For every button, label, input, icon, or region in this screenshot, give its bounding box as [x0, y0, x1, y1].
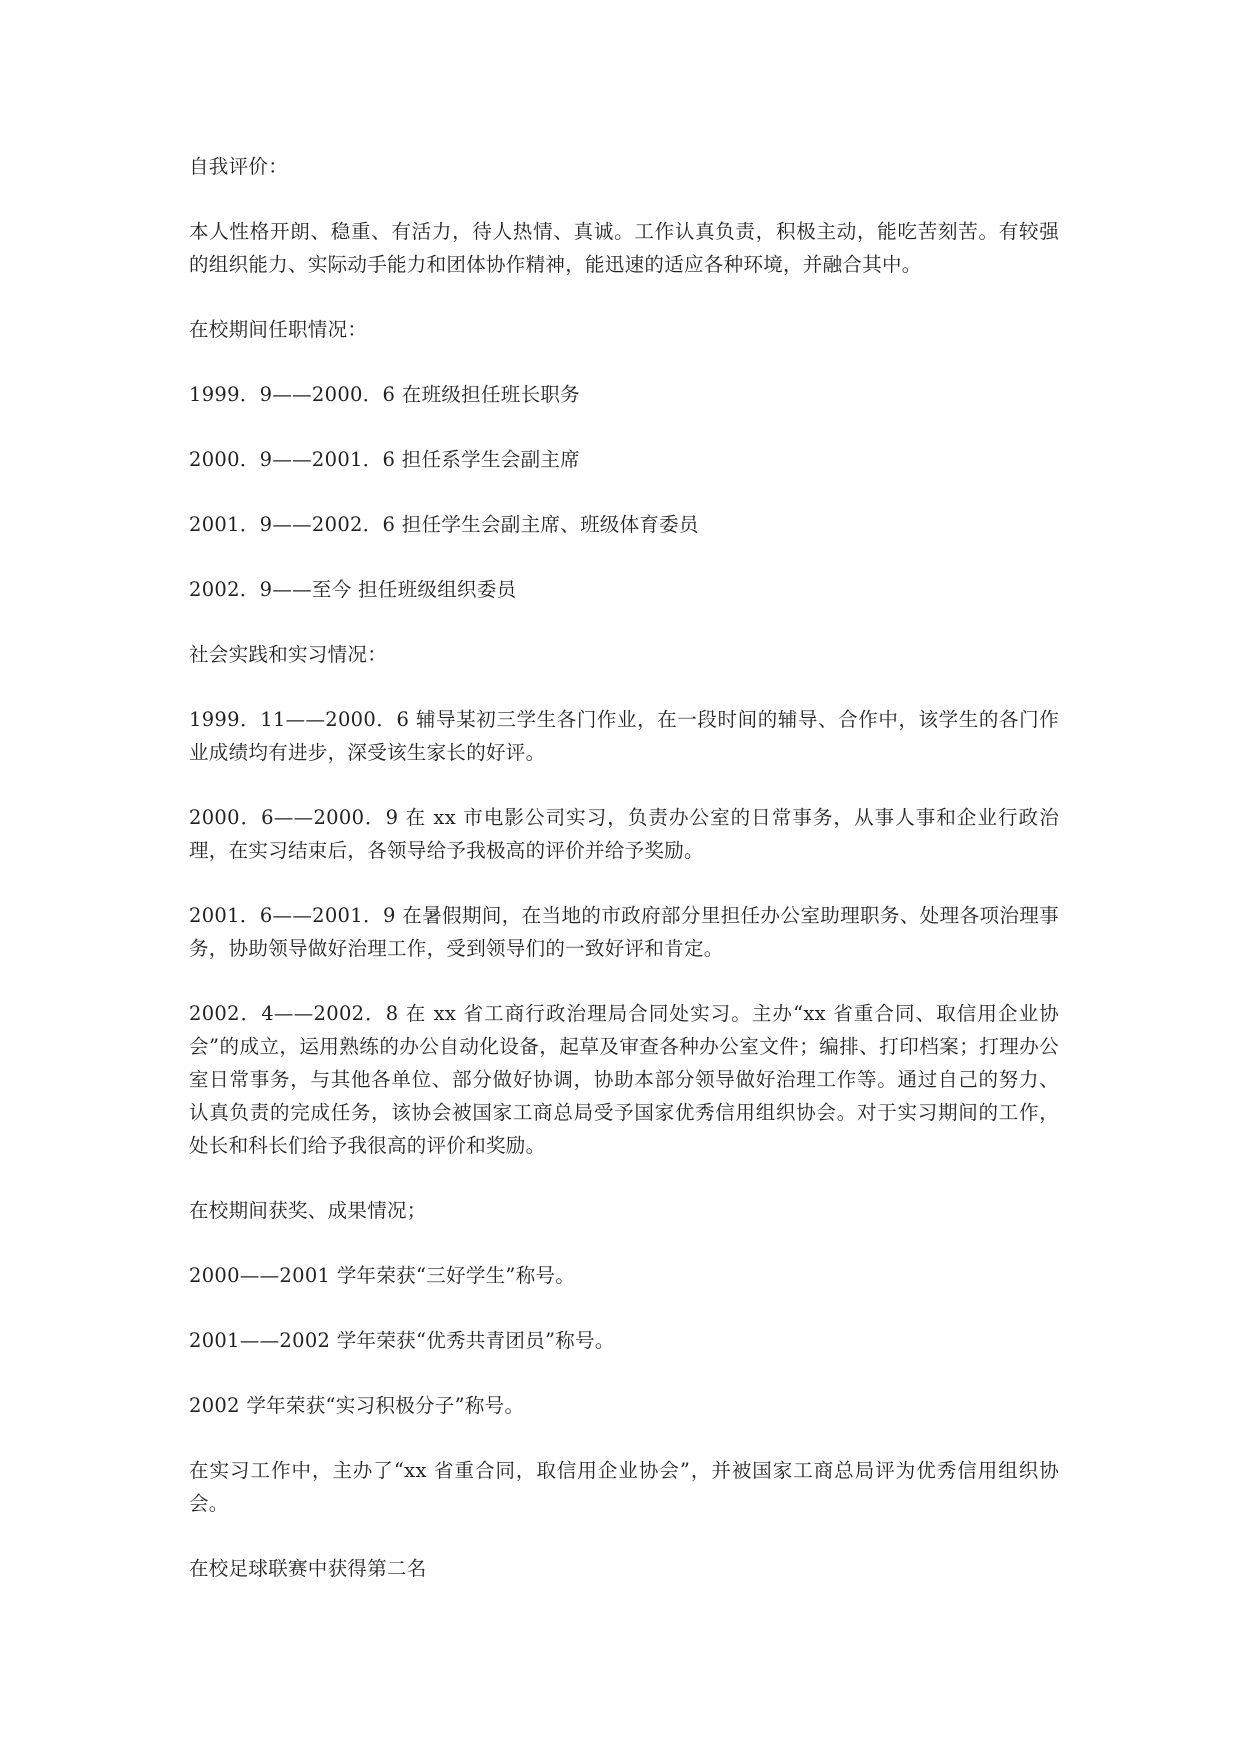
- award-item: 在校足球联赛中获得第二名: [189, 1557, 427, 1580]
- award-item: 2000——2001 学年荣获“三好学生”称号。: [189, 1264, 576, 1287]
- self-evaluation-text: 本人性格开朗、稳重、有活力，待人热情、真诚。工作认真负责，积极主动，能吃苦刻苦。有较强的组织能力、实际动手能力和团体协作精神，能迅速的适应各种环境，并融合其中。: [189, 220, 1059, 276]
- practice-item: 2002．4——2002．8 在 xx 省工商行政治理局合同处实习。主办“xx 省重合同、取信用企业协会”的成立，运用熟练的办公自动化设备，起草及审查各种办公室文件；编排、打印档案；打理办公室日常事务，与其他各单位、部分做好协调，协助本部分领导做好治理工作等。通过自己的努力、认真负责的完成任务，该协会被国家工商总局受予国家优秀信用组织协会。对于实习期间的工作，处长和科长们给予我很高的评价和奖励。: [189, 1002, 1059, 1157]
- practice-item: 2000．6——2000．9 在 xx 市电影公司实习，负责办公室的日常事务，从事人事和企业行政治理，在实习结束后，各领导给予我极高的评价并给予奖励。: [189, 806, 1059, 862]
- award-item: 2001——2002 学年荣获“优秀共青团员”称号。: [189, 1329, 615, 1352]
- practice-item: 2001．6——2001．9 在暑假期间，在当地的市政府部分里担任办公室助理职务、处理各项治理事务，协助领导做好治理工作，受到领导们的一致好评和肯定。: [189, 904, 1059, 960]
- document-page: [189, 150, 1059, 1585]
- position-item: 2000．9——2001．6 担任系学生会副主席: [189, 448, 580, 471]
- practice-heading: 社会实践和实习情况：: [189, 643, 388, 666]
- self-evaluation-heading: 自我评价：: [189, 155, 289, 178]
- position-item: 1999．9——2000．6 在班级担任班长职务: [189, 383, 580, 406]
- practice-item: 1999．11——2000．6 辅导某初三学生各门作业，在一段时间的辅导、合作中，该学生的各门作业成绩均有进步，深受该生家长的好评。: [189, 708, 1059, 764]
- positions-heading: 在校期间任职情况：: [189, 318, 368, 341]
- award-item: 2002 学年荣获“实习积极分子”称号。: [189, 1394, 525, 1417]
- position-item: 2001．9——2002．6 担任学生会副主席、班级体育委员: [189, 513, 699, 536]
- award-item: 在实习工作中，主办了“xx 省重合同，取信用企业协会”，并被国家工商总局评为优秀信用组织协会。: [189, 1459, 1059, 1515]
- position-item: 2002．9——至今 担任班级组织委员: [189, 578, 517, 601]
- awards-heading: 在校期间获奖、成果情况；: [189, 1199, 427, 1222]
